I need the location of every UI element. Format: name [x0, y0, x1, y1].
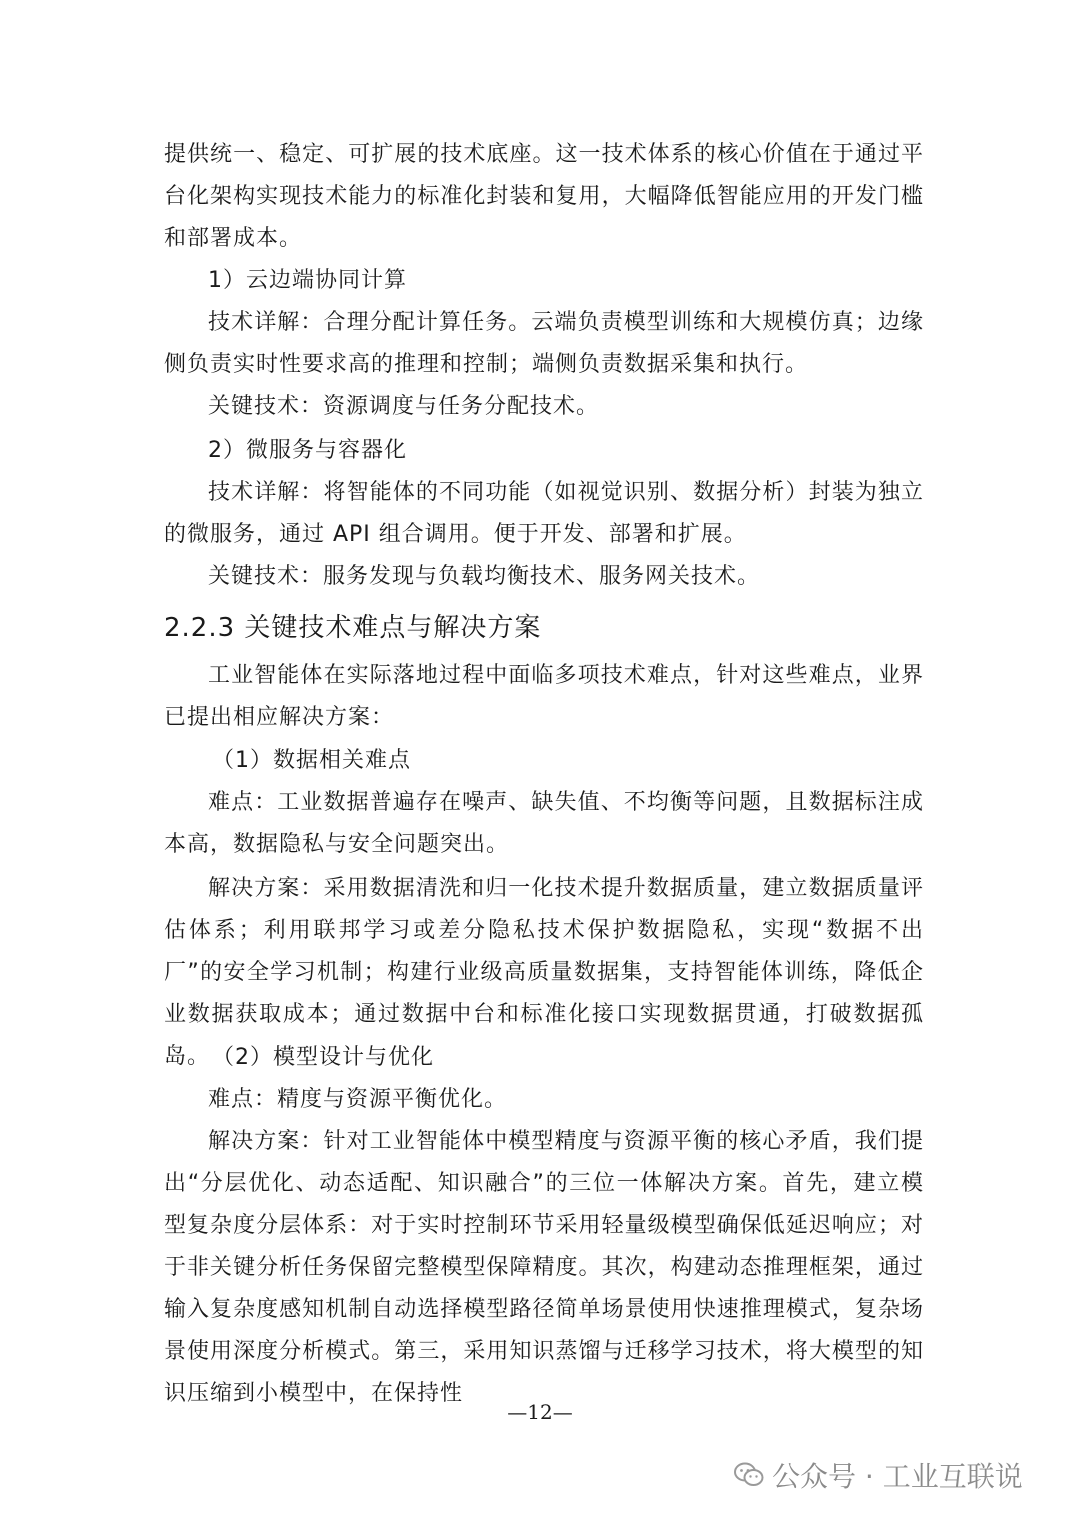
paragraph-intro-continued: 提供统一、稳定、可扩展的技术底座。这一技术体系的核心价值在于通过平台化架构实现技术能力的标准化封装和复用，大幅降低智能应用的开发门槛和部署成本。: [164, 142, 924, 251]
item-1-detail: 技术详解：合理分配计算任务。云端负责模型训练和大规模仿真；边缘侧负责实时性要求高的推理和控制；端侧负责数据采集和执行。: [164, 310, 924, 377]
difficulty-1-problem: 难点：工业数据普遍存在噪声、缺失值、不均衡等问题，且数据标注成本高，数据隐私与安全问题突出。: [164, 790, 924, 857]
difficulty-1-solution: 解决方案：采用数据清洗和归一化技术提升数据质量，建立数据质量评估体系；利用联邦学习或差分隐私技术保护数据隐私，实现“数据不出厂”的安全学习机制；构建行业级高质量数据集，支持智能体训练，降低企业数据获取成本；通过数据中台和标准化接口实现数据贯通，打破数据孤岛。: [164, 876, 924, 1069]
page-number: —12—: [507, 1400, 573, 1424]
difficulty-1-title: （1）数据相关难点: [212, 748, 411, 773]
item-2-key-tech: 关键技术：服务发现与负载均衡技术、服务网关技术。: [208, 564, 761, 589]
section-heading: 2.2.3 关键技术难点与解决方案: [164, 613, 542, 643]
difficulty-2-problem: 难点：精度与资源平衡优化。: [208, 1087, 508, 1112]
watermark-text: 公众号 · 工业互联说: [772, 1460, 1023, 1493]
wechat-icon: [734, 1462, 764, 1488]
item-1-key-tech: 关键技术：资源调度与任务分配技术。: [208, 394, 600, 419]
difficulty-2-title: （2）模型设计与优化: [212, 1045, 434, 1070]
difficulty-2-solution: 解决方案：针对工业智能体中模型精度与资源平衡的核心矛盾，我们提出“分层优化、动态适配、知识融合”的三位一体解决方案。首先，建立模型复杂度分层体系：对于实时控制环节采用轻量级模型确保低延迟响应；对于非关键分析任务保留完整模型保障精度。其次，构建动态推理框架，通过输入复杂度感知机制自动选择模型路径简单场景使用快速推理模式，复杂场景使用深度分析模式。第三，采用知识蒸馏与迁移学习技术，将大模型的知识压缩到小模型中，在保持性: [164, 1129, 924, 1406]
watermark: [734, 1455, 1023, 1495]
item-2-detail: 技术详解：将智能体的不同功能（如视觉识别、数据分析）封装为独立的微服务，通过 API 组合调用。便于开发、部署和扩展。: [164, 480, 924, 547]
item-1-title: 1）云边端协同计算: [208, 268, 407, 293]
section-intro: 工业智能体在实际落地过程中面临多项技术难点，针对这些难点，业界已提出相应解决方案：: [164, 663, 924, 730]
item-2-title: 2）微服务与容器化: [208, 438, 407, 463]
